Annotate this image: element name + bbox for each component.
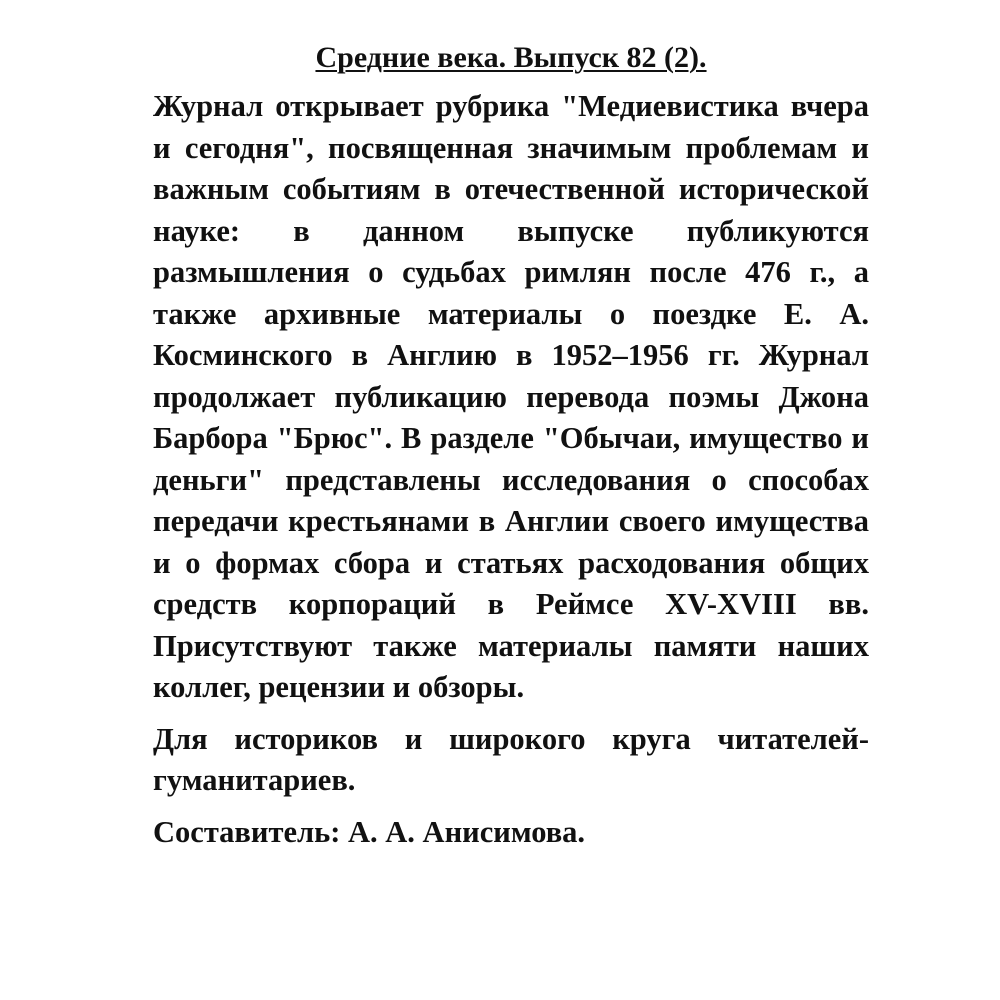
compiler-line: Составитель: А. А. Анисимова. — [153, 814, 586, 849]
description-paragraph: Журнал открывает рубрика "Медиевистика вчера и сегодня", посвященная значимым проблемам и важным событиям в отечественной исторической науке: в данном выпуске публикуются размышления о судьбах римлян после 476 г., а также архивные материалы о поездке Е. А. Косминского в Англию в 1952–1956 гг. Журнал продолжает публикацию перевода поэмы Джона Барбора "Брюс". В разделе "Обычаи, имущество и деньги" представлены исследования о способах передачи крестьянами в Англии своего имущества и о формах сбора и статьях расходования общих средств корпораций в Реймсе XV-XVIII вв. Присутствуют также материалы памяти наших коллег, рецензии и обзоры. — [153, 89, 869, 704]
audience-paragraph: Для историков и широкого круга читателей-гуманитариев. — [153, 721, 869, 797]
page-title: Средние века. Выпуск 82 (2). — [315, 41, 707, 74]
